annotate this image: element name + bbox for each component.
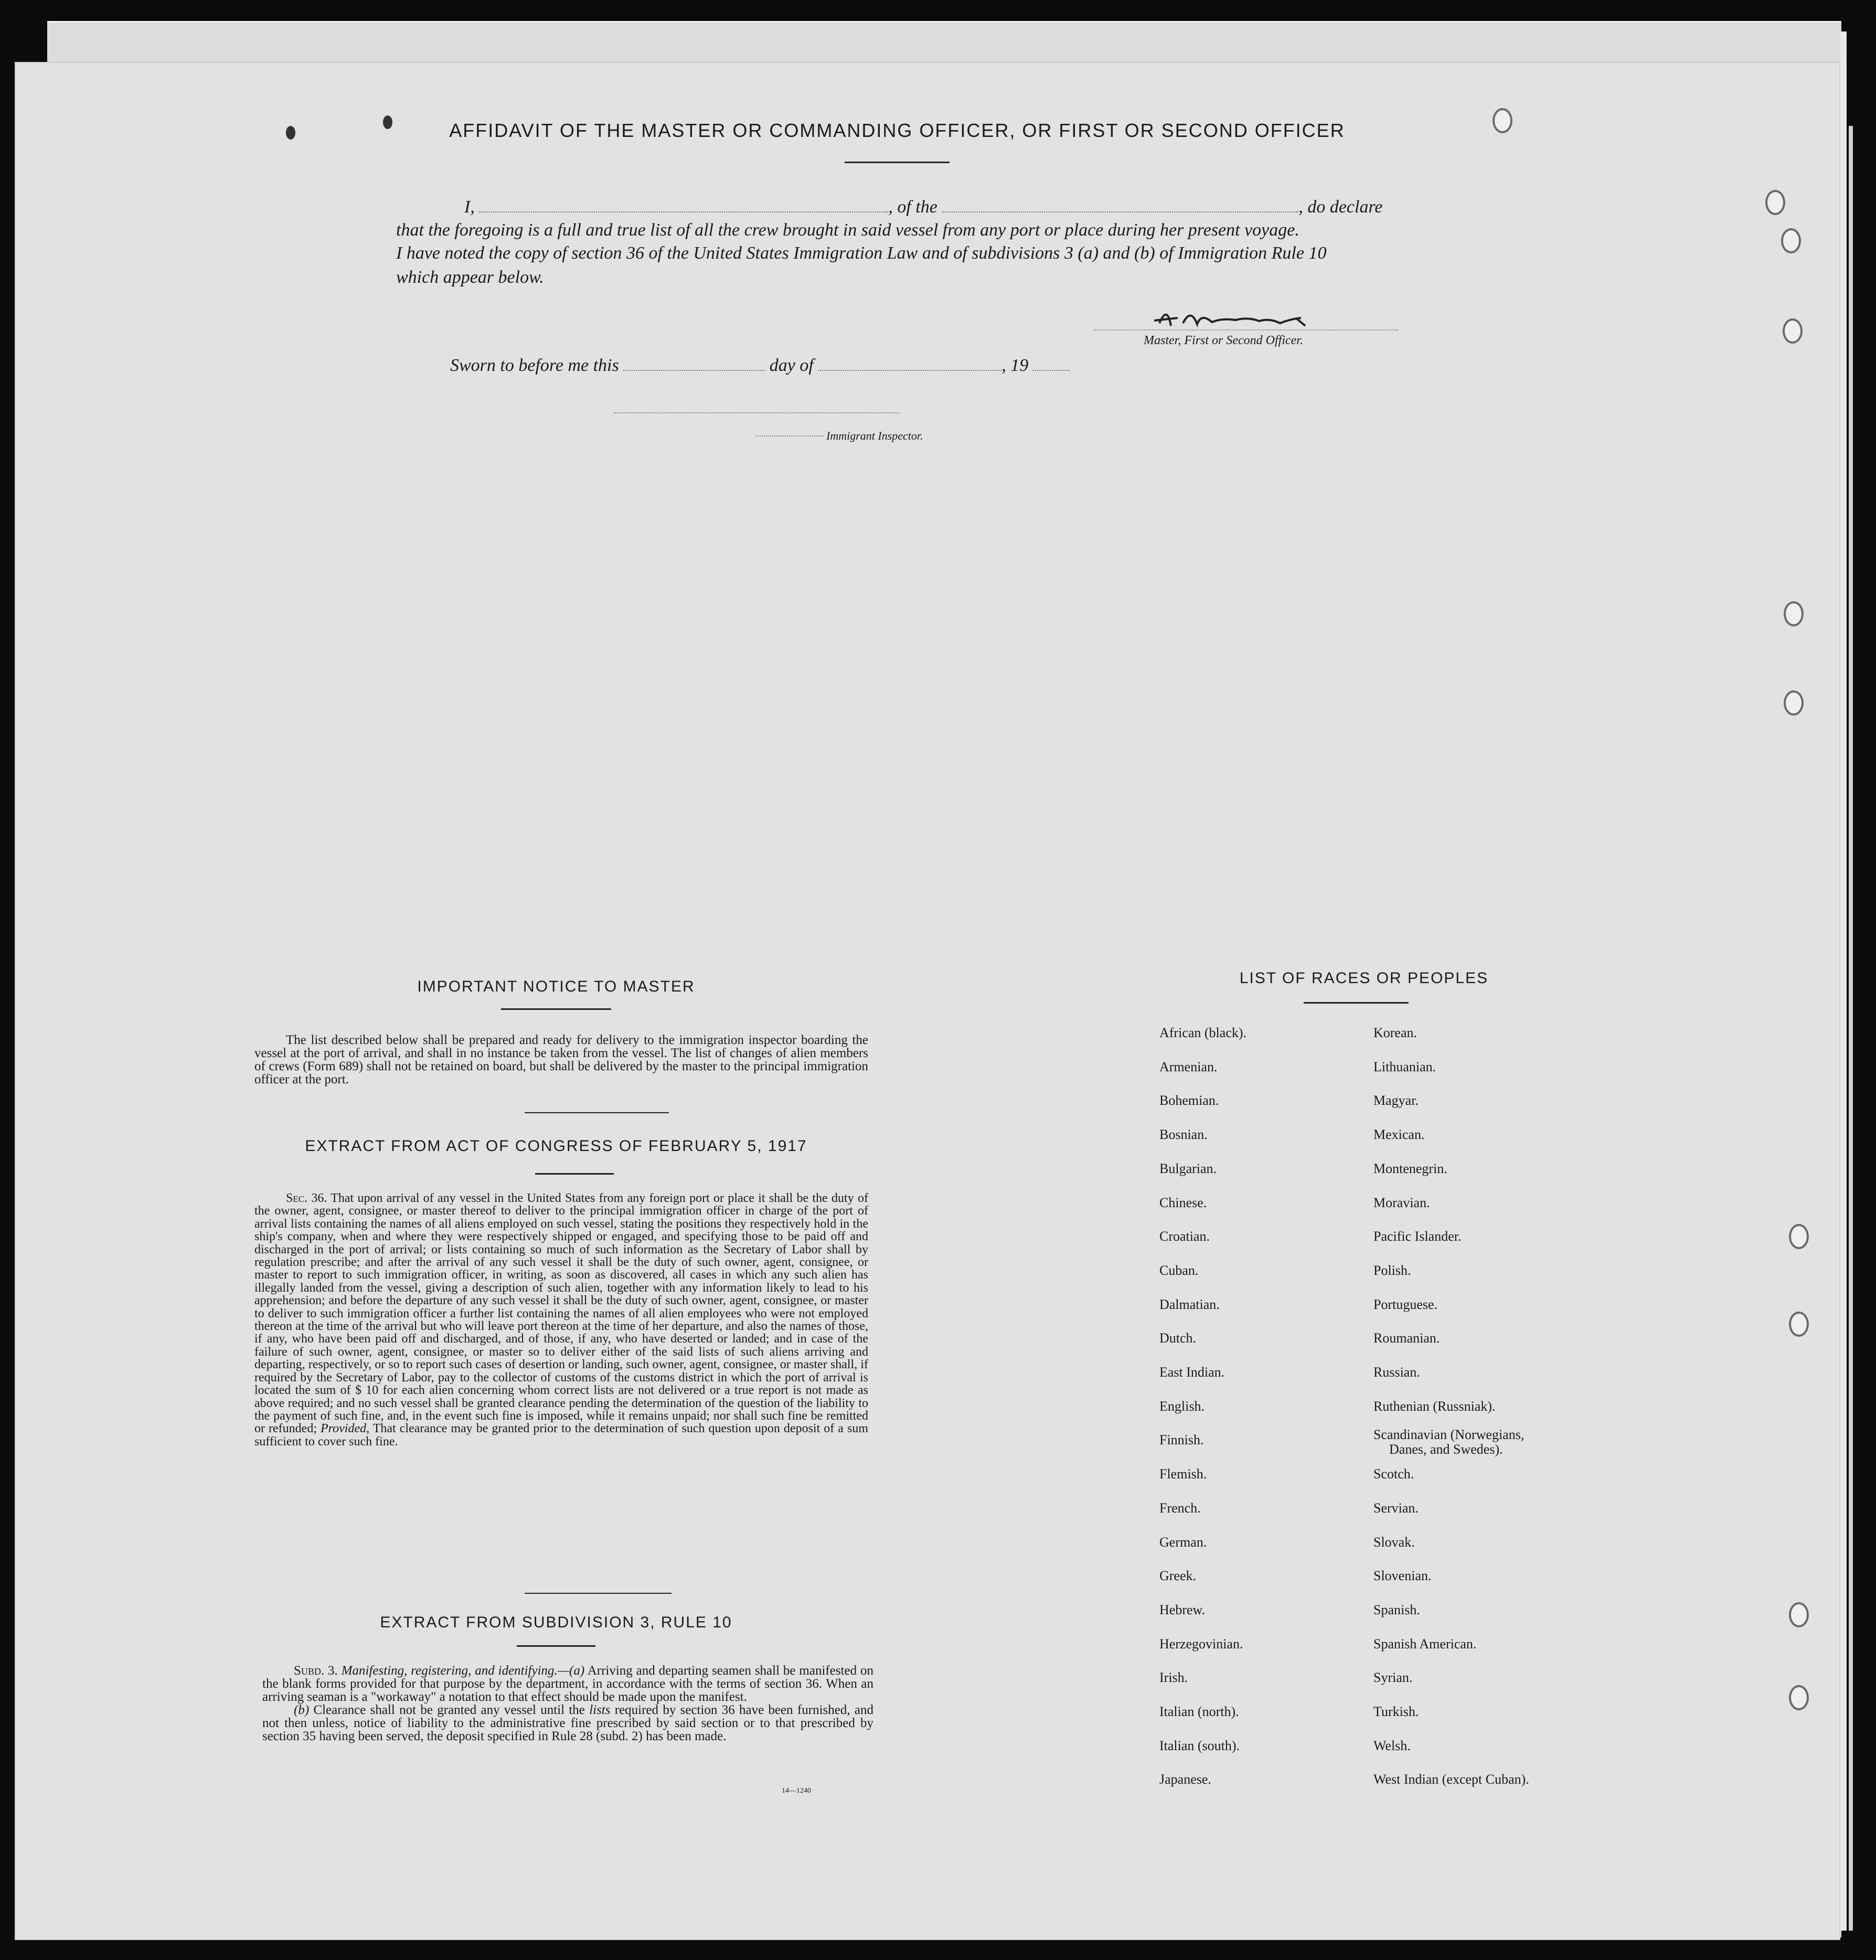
race-item: Finnish. — [1159, 1432, 1204, 1447]
races-divider — [1304, 1002, 1409, 1004]
act-text: That upon arrival of any vessel in the United States from any foreign port or place it shall be the duty of the owner, agent, consignee, or master thereof to deliver to the principal immigration officer in charge of the port of arrival lists containing the names of all aliens employed on such vessel, stating the positions they respectively hold in the ship's company, when and where they were respectively shipped or engaged, and specifying those to be paid off and discharged in the port of arrival; or lists containing so much of such information as the Secretary of Labor shall by regulation prescribe; and after the arrival of any such vessel it shall be the duty of such owner, agent, consignee, or master to report to such immigration officer, in writing, as soon as discovered, all cases in which any such alien has illegally landed from the vessel, giving a description of such alien, together with any information likely to lead to his apprehension; and before the departure of any such vessel it shall be the duty of such owner, agent, consignee, or master to deliver to such immigration officer a further list containing the names of all alien employees who were not employed thereon at the time of the arrival but who will leave port thereon at the time of her departure, and also the names of those, if any, who have been paid off and discharged, and of those, if any, who have deserted or landed; and in case of the failure of such owner, agent, consignee, or master so to deliver either of the said lists of such aliens arriving and departing, respectively, or so to report such cases of desertion or landing, such owner, agent, consignee, or master shall, if required by the Secretary of Labor, pay to the collector of customs of the customs district in which the port of arrival is located the sum of $ 10 for each alien concerning whom correct lists are not delivered or a true report is not made as above required; and no such vessel shall be granted clearance pending the determination of the question of the liability to the payment of such fine, and, in the event such fine is imposed, while it remains unpaid; nor shall such fine be remitted or refunded; — [254, 1191, 868, 1436]
race-item: African (black). — [1159, 1025, 1247, 1040]
binder-hole-icon — [1781, 228, 1801, 253]
affidavit-of-label: , of the — [888, 197, 937, 217]
rule-para-b-2: required by section 36 have been furnished, and not then unless, notice of liability to the administrative fine prescribed by said section or to that prescribed by section 35 having been served, the deposit specified in Rule 28 (subd. 2) has been made. — [262, 1703, 873, 1743]
race-item: Slovak. — [1373, 1535, 1415, 1550]
affidavit-line-3: I have noted the copy of section 36 of the United States Immigration Law and of subdivisions 3 (a) and (b) of Immigration Rule 10 — [396, 243, 1327, 263]
race-item: Bosnian. — [1159, 1127, 1208, 1142]
act-body — [254, 1192, 868, 1448]
sworn-day-field[interactable] — [623, 370, 765, 371]
inspector-signature-line[interactable] — [614, 412, 900, 413]
race-item: Turkish. — [1373, 1704, 1419, 1719]
affidavit-line-1 — [464, 197, 1383, 217]
sworn-label: Sworn to before me this — [450, 356, 619, 375]
binder-hole-icon — [1784, 601, 1804, 626]
race-item: Bulgarian. — [1159, 1161, 1217, 1176]
master-name-field[interactable] — [479, 211, 888, 212]
affidavit-declare-label: , do declare — [1298, 197, 1383, 217]
race-item: Scandinavian (Norwegians, — [1373, 1427, 1525, 1442]
sworn-year-label: , 19 — [1001, 356, 1029, 375]
rule-body — [262, 1664, 873, 1743]
binder-hole-icon — [1765, 190, 1785, 215]
race-item: Servian. — [1373, 1500, 1419, 1516]
notice-end-divider — [525, 1112, 669, 1113]
rule-lists-word: lists — [589, 1703, 611, 1717]
rule-subd-label: Subd. 3. — [294, 1664, 338, 1678]
race-item: Scotch. — [1373, 1466, 1414, 1482]
race-item: Cuban. — [1159, 1263, 1199, 1278]
act-section-label: Sec. 36. — [286, 1191, 327, 1205]
races-title: LIST OF RACES OR PEOPLES — [1239, 970, 1489, 987]
race-item: Italian (south). — [1159, 1738, 1240, 1753]
race-item: Portuguese. — [1373, 1297, 1438, 1312]
race-item: Italian (north). — [1159, 1704, 1239, 1719]
affidavit-title: AFFIDAVIT OF THE MASTER OR COMMANDING OFFICER, OR FIRST OR SECOND OFFICER — [449, 120, 1345, 141]
binder-hole-icon — [1789, 1602, 1809, 1627]
binder-hole-icon — [1784, 690, 1804, 716]
rule-para-a: Arriving and departing seamen shall be manifested on the blank forms provided for that purpose by the department, in accordance with the terms of section 36. When an arriving seaman is a "workaway" a notation to that effect should be made upon the manifest. — [262, 1664, 873, 1704]
race-item: Greek. — [1159, 1568, 1197, 1583]
race-item: Pacific Islander. — [1373, 1229, 1462, 1244]
binder-hole-icon — [1789, 1312, 1809, 1337]
race-item: Armenian. — [1159, 1059, 1218, 1074]
rule-b-label: (b) — [294, 1703, 310, 1717]
signature-caption: Master, First or Second Officer. — [1144, 334, 1303, 347]
rule-title: EXTRACT FROM SUBDIVISION 3, RULE 10 — [380, 1614, 732, 1631]
race-item: Mexican. — [1373, 1127, 1425, 1142]
race-item: Spanish American. — [1373, 1636, 1477, 1652]
race-item: Bohemian. — [1159, 1093, 1219, 1108]
race-item: German. — [1159, 1535, 1207, 1550]
race-item: Slovenian. — [1373, 1568, 1432, 1583]
notice-text: The list described below shall be prepared and ready for delivery to the immigration inspector boarding the vessel at the port of arrival, and shall in no instance be taken from the vessel. The list of changes of alien members of crews (Form 689) shall not be retained on board, but shall be delivered by the master to the principal immigration officer at the port. — [254, 1033, 868, 1086]
notice-divider — [501, 1008, 611, 1010]
race-item: Flemish. — [1159, 1466, 1207, 1482]
race-item: Roumanian. — [1373, 1330, 1440, 1346]
act-provided-label: Provided, — [321, 1422, 370, 1436]
race-item: Montenegrin. — [1373, 1161, 1447, 1176]
form-number: 14—1240 — [782, 1787, 811, 1795]
race-item: Japanese. — [1159, 1772, 1211, 1787]
sworn-year-field[interactable] — [1033, 370, 1070, 371]
act-divider — [535, 1173, 614, 1175]
binder-hole-icon — [1783, 318, 1803, 344]
race-item: Magyar. — [1373, 1093, 1419, 1108]
signature-line — [1094, 329, 1398, 331]
race-item: French. — [1159, 1500, 1201, 1516]
affidavit-i-label: I, — [464, 197, 475, 217]
sworn-line — [450, 356, 1070, 376]
race-item: Welsh. — [1373, 1738, 1411, 1753]
race-item: Dalmatian. — [1159, 1297, 1220, 1312]
race-item: Dutch. — [1159, 1330, 1197, 1346]
affidavit-line-4: which appear below. — [396, 268, 544, 287]
vessel-name-field[interactable] — [942, 211, 1298, 212]
notice-body — [254, 1034, 868, 1086]
rule-subd-heading: Manifesting, registering, and identifying.—(a) — [341, 1664, 585, 1678]
race-item: Korean. — [1373, 1025, 1417, 1040]
act-text-end: That clearance may be granted prior to the determination of such question upon deposit of a sum sufficient to cover such fine. — [254, 1422, 869, 1448]
binder-hole-icon — [1789, 1685, 1809, 1710]
race-item: West Indian (except Cuban). — [1373, 1772, 1529, 1787]
race-item: Hebrew. — [1159, 1602, 1206, 1617]
sworn-month-field[interactable] — [818, 370, 1001, 371]
binder-hole-icon — [1789, 1224, 1809, 1249]
inspector-caption: Immigrant Inspector. — [826, 429, 923, 442]
race-item: Chinese. — [1159, 1195, 1207, 1210]
race-item: Herzegovinian. — [1159, 1636, 1243, 1652]
act-title: EXTRACT FROM ACT OF CONGRESS OF FEBRUARY 5, 1917 — [305, 1137, 807, 1155]
race-item: Polish. — [1373, 1263, 1411, 1278]
race-item: Lithuanian. — [1373, 1059, 1436, 1074]
race-item: Moravian. — [1373, 1195, 1430, 1210]
act-end-divider — [525, 1593, 671, 1594]
page-edge — [1840, 31, 1847, 1931]
race-item: Croatian. — [1159, 1229, 1210, 1244]
sworn-day-of-label: day of — [769, 356, 814, 375]
notice-title: IMPORTANT NOTICE TO MASTER — [417, 978, 695, 995]
race-item-continuation: Danes, and Swedes). — [1389, 1442, 1503, 1457]
race-item: English. — [1159, 1399, 1205, 1414]
affidavit-line-2: that the foregoing is a full and true list of all the crew brought in said vessel from any port or place during her present voyage. — [396, 220, 1299, 240]
page-edge-shadow — [1849, 126, 1853, 1931]
title-divider — [845, 162, 950, 163]
race-item: Irish. — [1159, 1670, 1188, 1685]
inspector-caption-lead — [755, 435, 824, 436]
race-item: East Indian. — [1159, 1365, 1225, 1380]
rule-para-b-1: Clearance shall not be granted any vessel until the — [313, 1703, 585, 1717]
race-item: Russian. — [1373, 1365, 1420, 1380]
document-page — [15, 62, 1840, 1940]
rule-divider — [517, 1645, 595, 1647]
race-item: Spanish. — [1373, 1602, 1420, 1617]
race-item: Ruthenian (Russniak). — [1373, 1399, 1496, 1414]
race-item: Syrian. — [1373, 1670, 1413, 1685]
